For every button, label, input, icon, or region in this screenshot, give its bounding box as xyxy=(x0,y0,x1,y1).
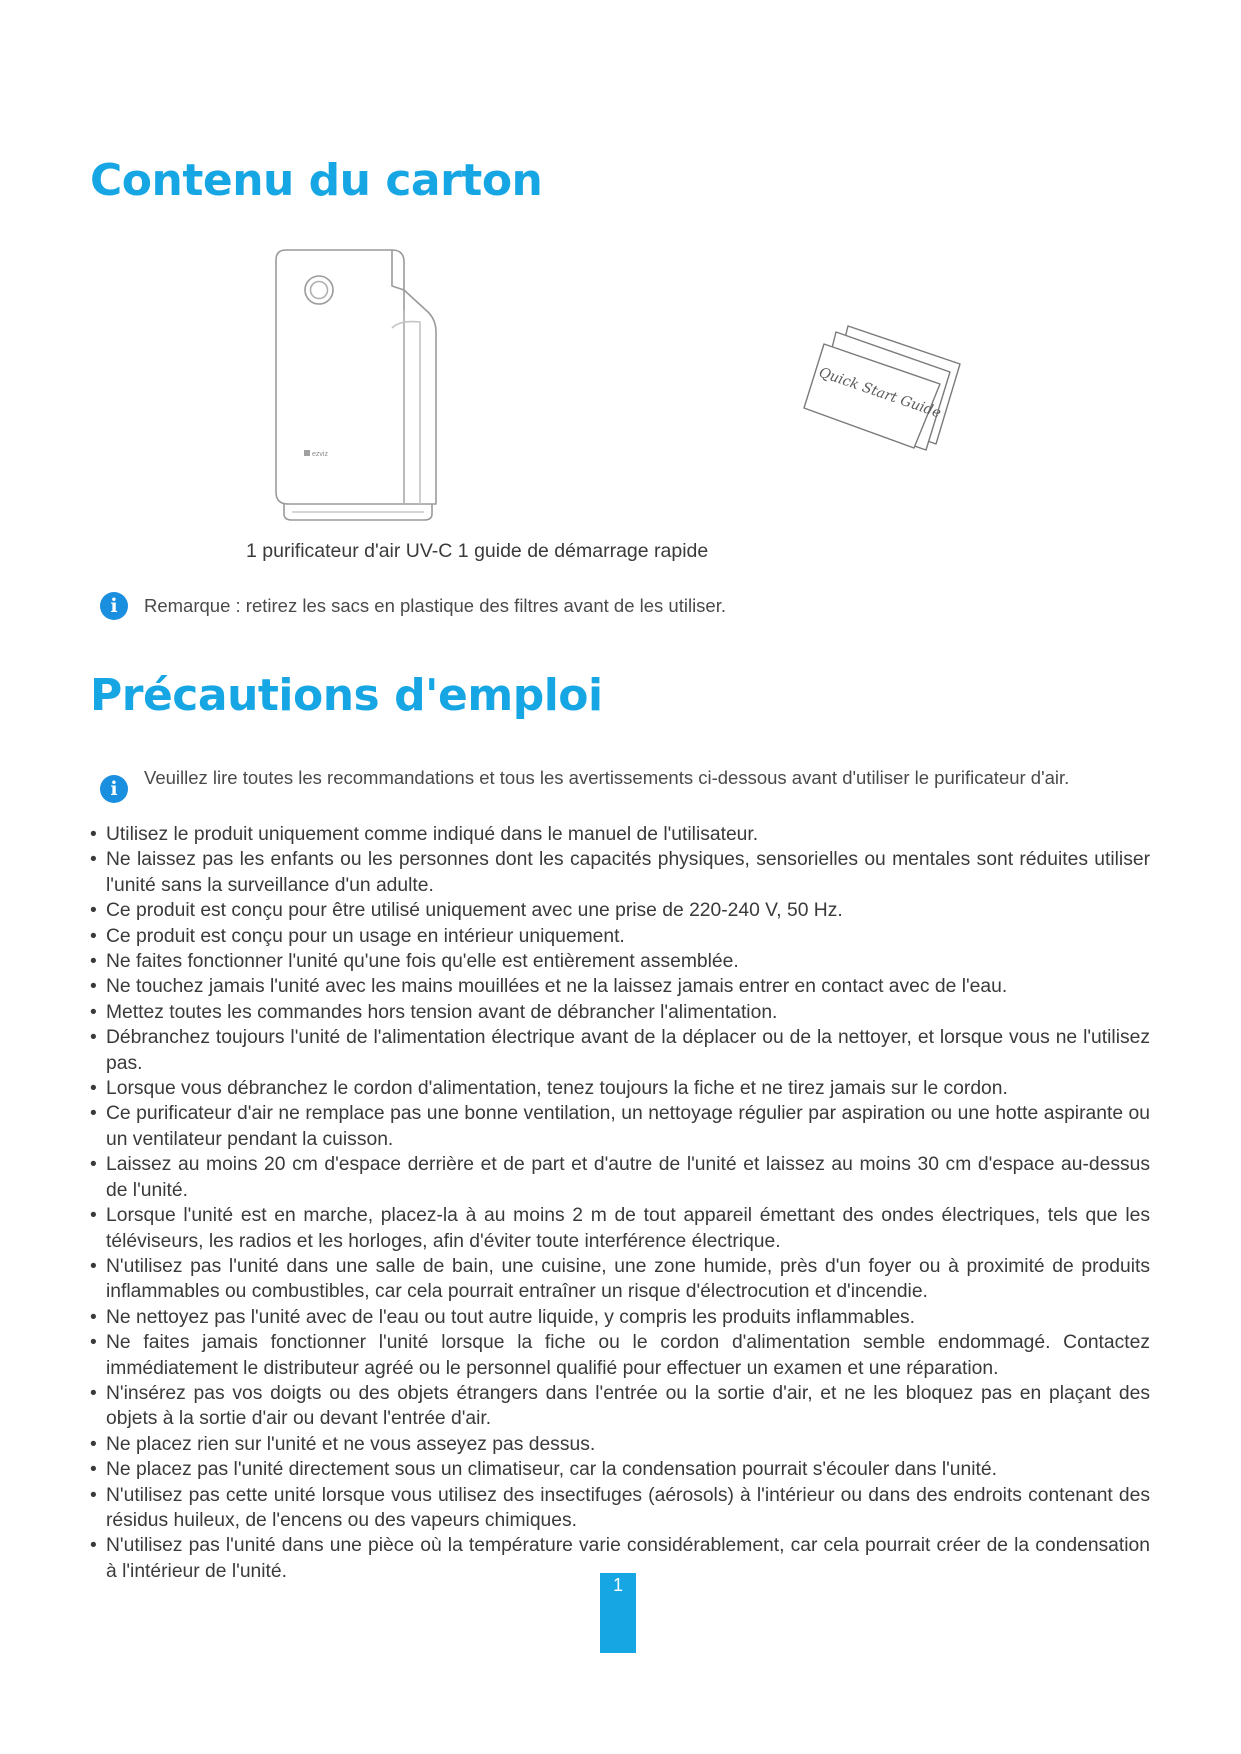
precaution-item: • Ne placez rien sur l'unité et ne vous asseyez pas dessus. xyxy=(90,1432,1150,1457)
precaution-item: • Utilisez le produit uniquement comme indiqué dans le manuel de l'utilisateur. xyxy=(90,822,1150,847)
page-number: 1 xyxy=(600,1573,636,1653)
precaution-item: • Ce produit est conçu pour être utilisé uniquement avec une prise de 220-240 V, 50 Hz. xyxy=(90,898,1150,923)
precaution-item: • Ne touchez jamais l'unité avec les mains mouillées et ne la laissez jamais entrer en contact avec de l'eau. xyxy=(90,974,1150,999)
note-remove-bags xyxy=(100,592,726,620)
precaution-item: • Laissez au moins 20 cm d'espace derrière et de part et d'autre de l'unité et laissez au moins 30 cm d'espace au-dessus de l'unité. xyxy=(90,1152,1150,1203)
device-brand-text: ezviz xyxy=(312,451,328,458)
precaution-item: • N'utilisez pas cette unité lorsque vous utilisez des insectifuges (aérosols) à l'intérieur ou dans des endroits contenant des résidus huileux, de l'encens ou des vapeurs chimiques. xyxy=(90,1483,1150,1534)
precaution-item: • Débranchez toujours l'unité de l'alimentation électrique avant de la déplacer ou de la nettoyer, et lorsque vous ne l'utilisez pas. xyxy=(90,1025,1150,1076)
note-read-warnings xyxy=(100,765,1070,803)
air-purifier-illustration xyxy=(268,242,444,528)
precaution-item: • N'insérez pas vos doigts ou des objets étrangers dans l'entrée ou la sortie d'air, et ne les bloquez pas en plaçant des objets à la sortie d'air ou devant l'entrée d'air. xyxy=(90,1381,1150,1432)
precaution-item: • N'utilisez pas l'unité dans une pièce où la température varie considérablement, car cela pourrait créer de la condensation à l'intérieur de l'unité. xyxy=(90,1533,1150,1584)
precaution-item: • Ce purificateur d'air ne remplace pas une bonne ventilation, un nettoyage régulier par aspiration ou une hotte aspirante ou un ventilateur pendant la cuisson. xyxy=(90,1101,1150,1152)
info-icon: i xyxy=(100,775,128,803)
precautions-list xyxy=(90,822,1150,1584)
precaution-item: • Ne placez pas l'unité directement sous un climatiseur, car la condensation pourrait s'écouler dans l'unité. xyxy=(90,1457,1150,1482)
precaution-item: • Ne faites fonctionner l'unité qu'une fois qu'elle est entièrement assemblée. xyxy=(90,949,1150,974)
precaution-item: • Ne faites jamais fonctionner l'unité lorsque la fiche ou le cordon d'alimentation semble endommagé. Contactez immédiatement le distributeur agréé ou le personnel qualifié pour effectuer un examen et une réparation. xyxy=(90,1330,1150,1381)
section-title-contents: Contenu du carton xyxy=(90,155,543,206)
precaution-item: • Lorsque l'unité est en marche, placez-la à au moins 2 m de tout appareil émettant des ondes électriques, tels que les téléviseurs, les radios et les horloges, afin d'éviter toute interférence électrique. xyxy=(90,1203,1150,1254)
info-icon: i xyxy=(100,592,128,620)
precaution-item: • N'utilisez pas l'unité dans une salle de bain, une cuisine, une zone humide, près d'un foyer ou à proximité de produits inflammables ou combustibles, car cela pourrait entraîner un risque d'électrocution et d'incendie. xyxy=(90,1254,1150,1305)
precaution-item: • Ne nettoyez pas l'unité avec de l'eau ou tout autre liquide, y compris les produits inflammables. xyxy=(90,1305,1150,1330)
note-text: Veuillez lire toutes les recommandations et tous les avertissements ci-dessous avant d'utiliser le purificateur d'air. xyxy=(144,767,1070,788)
quick-start-guide-illustration xyxy=(800,322,970,452)
precaution-item: • Lorsque vous débranchez le cordon d'alimentation, tenez toujours la fiche et ne tirez jamais sur le cordon. xyxy=(90,1076,1150,1101)
guide-label: Quick Start Guide xyxy=(816,364,943,422)
section-title-precautions: Précautions d'emploi xyxy=(90,670,603,721)
precaution-item: • Ce produit est conçu pour un usage en intérieur uniquement. xyxy=(90,924,1150,949)
precaution-item: • Ne laissez pas les enfants ou les personnes dont les capacités physiques, sensorielles ou mentales sont réduites utiliser l'unité sans la surveillance d'un adulte. xyxy=(90,847,1150,898)
note-text: Remarque : retirez les sacs en plastique des filtres avant de les utiliser. xyxy=(144,595,727,616)
precaution-item: • Mettez toutes les commandes hors tension avant de débrancher l'alimentation. xyxy=(90,1000,1150,1025)
contents-caption: 1 purificateur d'air UV-C 1 guide de démarrage rapide xyxy=(246,540,709,562)
